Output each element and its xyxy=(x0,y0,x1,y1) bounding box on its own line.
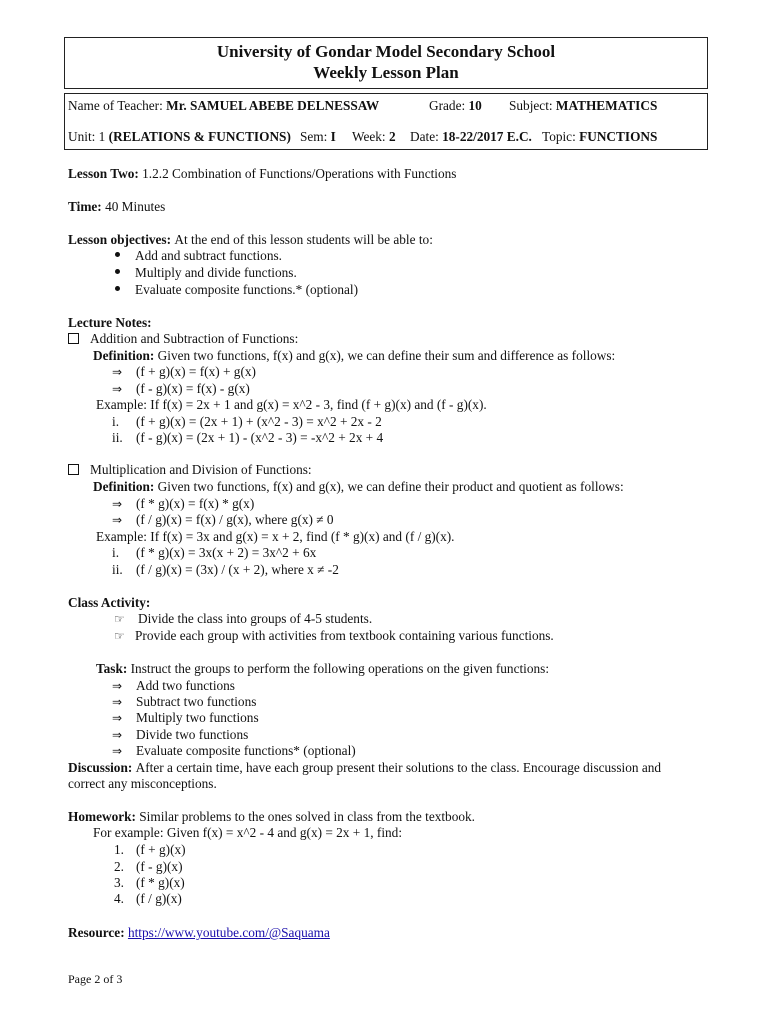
pointing-hand-icon: ☞ xyxy=(114,629,125,643)
homework-line: Homework: Similar problems to the ones solved in class from the textbook. xyxy=(68,809,475,824)
unit-field: Unit: 1 (RELATIONS & FUNCTIONS) xyxy=(68,129,291,144)
task-item: ⇒ Evaluate composite functions* (optional) xyxy=(112,743,356,758)
pointing-hand-icon: ☞ xyxy=(114,612,125,626)
example-step: ii. (f - g)(x) = (2x + 1) - (x^2 - 3) = -x^2 + 2x + 4 xyxy=(112,430,384,445)
lesson-line: Lesson Two: 1.2.2 Combination of Functions/Operations with Functions xyxy=(68,166,457,181)
formula-line: ⇒ (f + g)(x) = f(x) + g(x) xyxy=(112,364,256,379)
teacher-name: Mr. SAMUEL ABEBE DELNESSAW xyxy=(166,98,380,113)
checkbox-icon xyxy=(68,333,79,344)
checkbox-icon xyxy=(68,464,79,475)
objective-item: Evaluate composite functions.* (optional) xyxy=(115,282,120,298)
task-item: ⇒ Subtract two functions xyxy=(112,694,257,709)
formula-line: ⇒ (f * g)(x) = f(x) * g(x) xyxy=(112,496,255,511)
implies-arrow-icon: ⇒ xyxy=(112,728,123,742)
lecture-notes-heading: Lecture Notes: xyxy=(68,315,152,330)
plan-title: Weekly Lesson Plan xyxy=(313,63,459,82)
discussion-line-2: correct any misconceptions. xyxy=(68,776,217,791)
subject-field: Subject: MATHEMATICS xyxy=(509,98,658,113)
homework-item: 3. (f * g)(x) xyxy=(114,875,185,890)
grade-field: Grade: 10 xyxy=(429,98,482,113)
formula-line: ⇒ (f - g)(x) = f(x) - g(x) xyxy=(112,381,250,396)
implies-arrow-icon: ⇒ xyxy=(112,365,123,379)
task-line: Task: Instruct the groups to perform the following operations on the given functions: xyxy=(96,661,550,676)
example-step: i. (f + g)(x) = (2x + 1) + (x^2 - 3) = x^2 + 2x - 2 xyxy=(112,414,382,429)
homework-item: 1. (f + g)(x) xyxy=(114,842,186,857)
objective-item: Add and subtract functions. xyxy=(115,248,120,264)
mul-div-definition: Definition: Given two functions, f(x) and g(x), we can define their product and quotient as follows: xyxy=(93,479,624,494)
topic-field: Topic: FUNCTIONS xyxy=(542,129,658,144)
page-number: Page 2 of 3 xyxy=(68,972,123,986)
bullet-icon xyxy=(115,252,120,257)
task-item: ⇒ Add two functions xyxy=(112,678,235,693)
sem-field: Sem: I xyxy=(300,129,336,144)
mul-div-heading: Multiplication and Division of Functions: xyxy=(68,462,79,478)
add-sub-example: Example: If f(x) = 2x + 1 and g(x) = x^2 - 3, find (f + g)(x) and (f - g)(x). xyxy=(96,397,487,412)
school-name: University of Gondar Model Secondary School xyxy=(216,42,556,61)
activity-item: ☞ Provide each group with activities from textbook containing various functions. xyxy=(114,628,554,643)
example-step: ii. (f / g)(x) = (3x) / (x + 2), where x ≠ -2 xyxy=(112,562,339,577)
discussion-line: Discussion: After a certain time, have each group present their solutions to the class. Encourage discussion and xyxy=(68,760,662,775)
implies-arrow-icon: ⇒ xyxy=(112,711,123,725)
resource-link[interactable]: https://www.youtube.com/@Saquama xyxy=(127,925,330,940)
homework-item: 2. (f - g)(x) xyxy=(114,859,183,874)
homework-item: 4. (f / g)(x) xyxy=(114,891,182,906)
implies-arrow-icon: ⇒ xyxy=(112,695,123,709)
date-field: Date: 18-22/2017 E.C. xyxy=(410,129,532,144)
homework-example: For example: Given f(x) = x^2 - 4 and g(x) = 2x + 1, find: xyxy=(93,825,403,840)
bullet-icon xyxy=(115,269,120,274)
bullet-icon xyxy=(115,286,120,291)
time-line: Time: 40 Minutes xyxy=(68,199,166,214)
add-sub-heading: Addition and Subtraction of Functions: xyxy=(68,331,79,347)
implies-arrow-icon: ⇒ xyxy=(112,744,123,758)
objective-item: Multiply and divide functions. xyxy=(115,265,120,281)
task-item: ⇒ Divide two functions xyxy=(112,727,249,742)
add-sub-definition: Definition: Given two functions, f(x) and g(x), we can define their sum and difference as follows: xyxy=(93,348,616,363)
objectives-heading: Lesson objectives: At the end of this lesson students will be able to: xyxy=(68,232,433,247)
implies-arrow-icon: ⇒ xyxy=(112,679,123,693)
activity-item: ☞ Divide the class into groups of 4-5 students. xyxy=(114,611,373,626)
mul-div-example: Example: If f(x) = 3x and g(x) = x + 2, find (f * g)(x) and (f / g)(x). xyxy=(96,529,455,544)
implies-arrow-icon: ⇒ xyxy=(112,513,123,527)
class-activity-heading: Class Activity: xyxy=(68,595,151,610)
resource-line: Resource: https://www.youtube.com/@Saquama xyxy=(68,925,330,940)
task-item: ⇒ Multiply two functions xyxy=(112,710,259,725)
formula-line: ⇒ (f / g)(x) = f(x) / g(x), where g(x) ≠ 0 xyxy=(112,512,334,527)
teacher-field: Name of Teacher: Mr. SAMUEL ABEBE DELNESSAW xyxy=(68,98,380,113)
example-step: i. (f * g)(x) = 3x(x + 2) = 3x^2 + 6x xyxy=(112,545,317,560)
week-field: Week: 2 xyxy=(352,129,396,144)
implies-arrow-icon: ⇒ xyxy=(112,497,123,511)
implies-arrow-icon: ⇒ xyxy=(112,382,123,396)
